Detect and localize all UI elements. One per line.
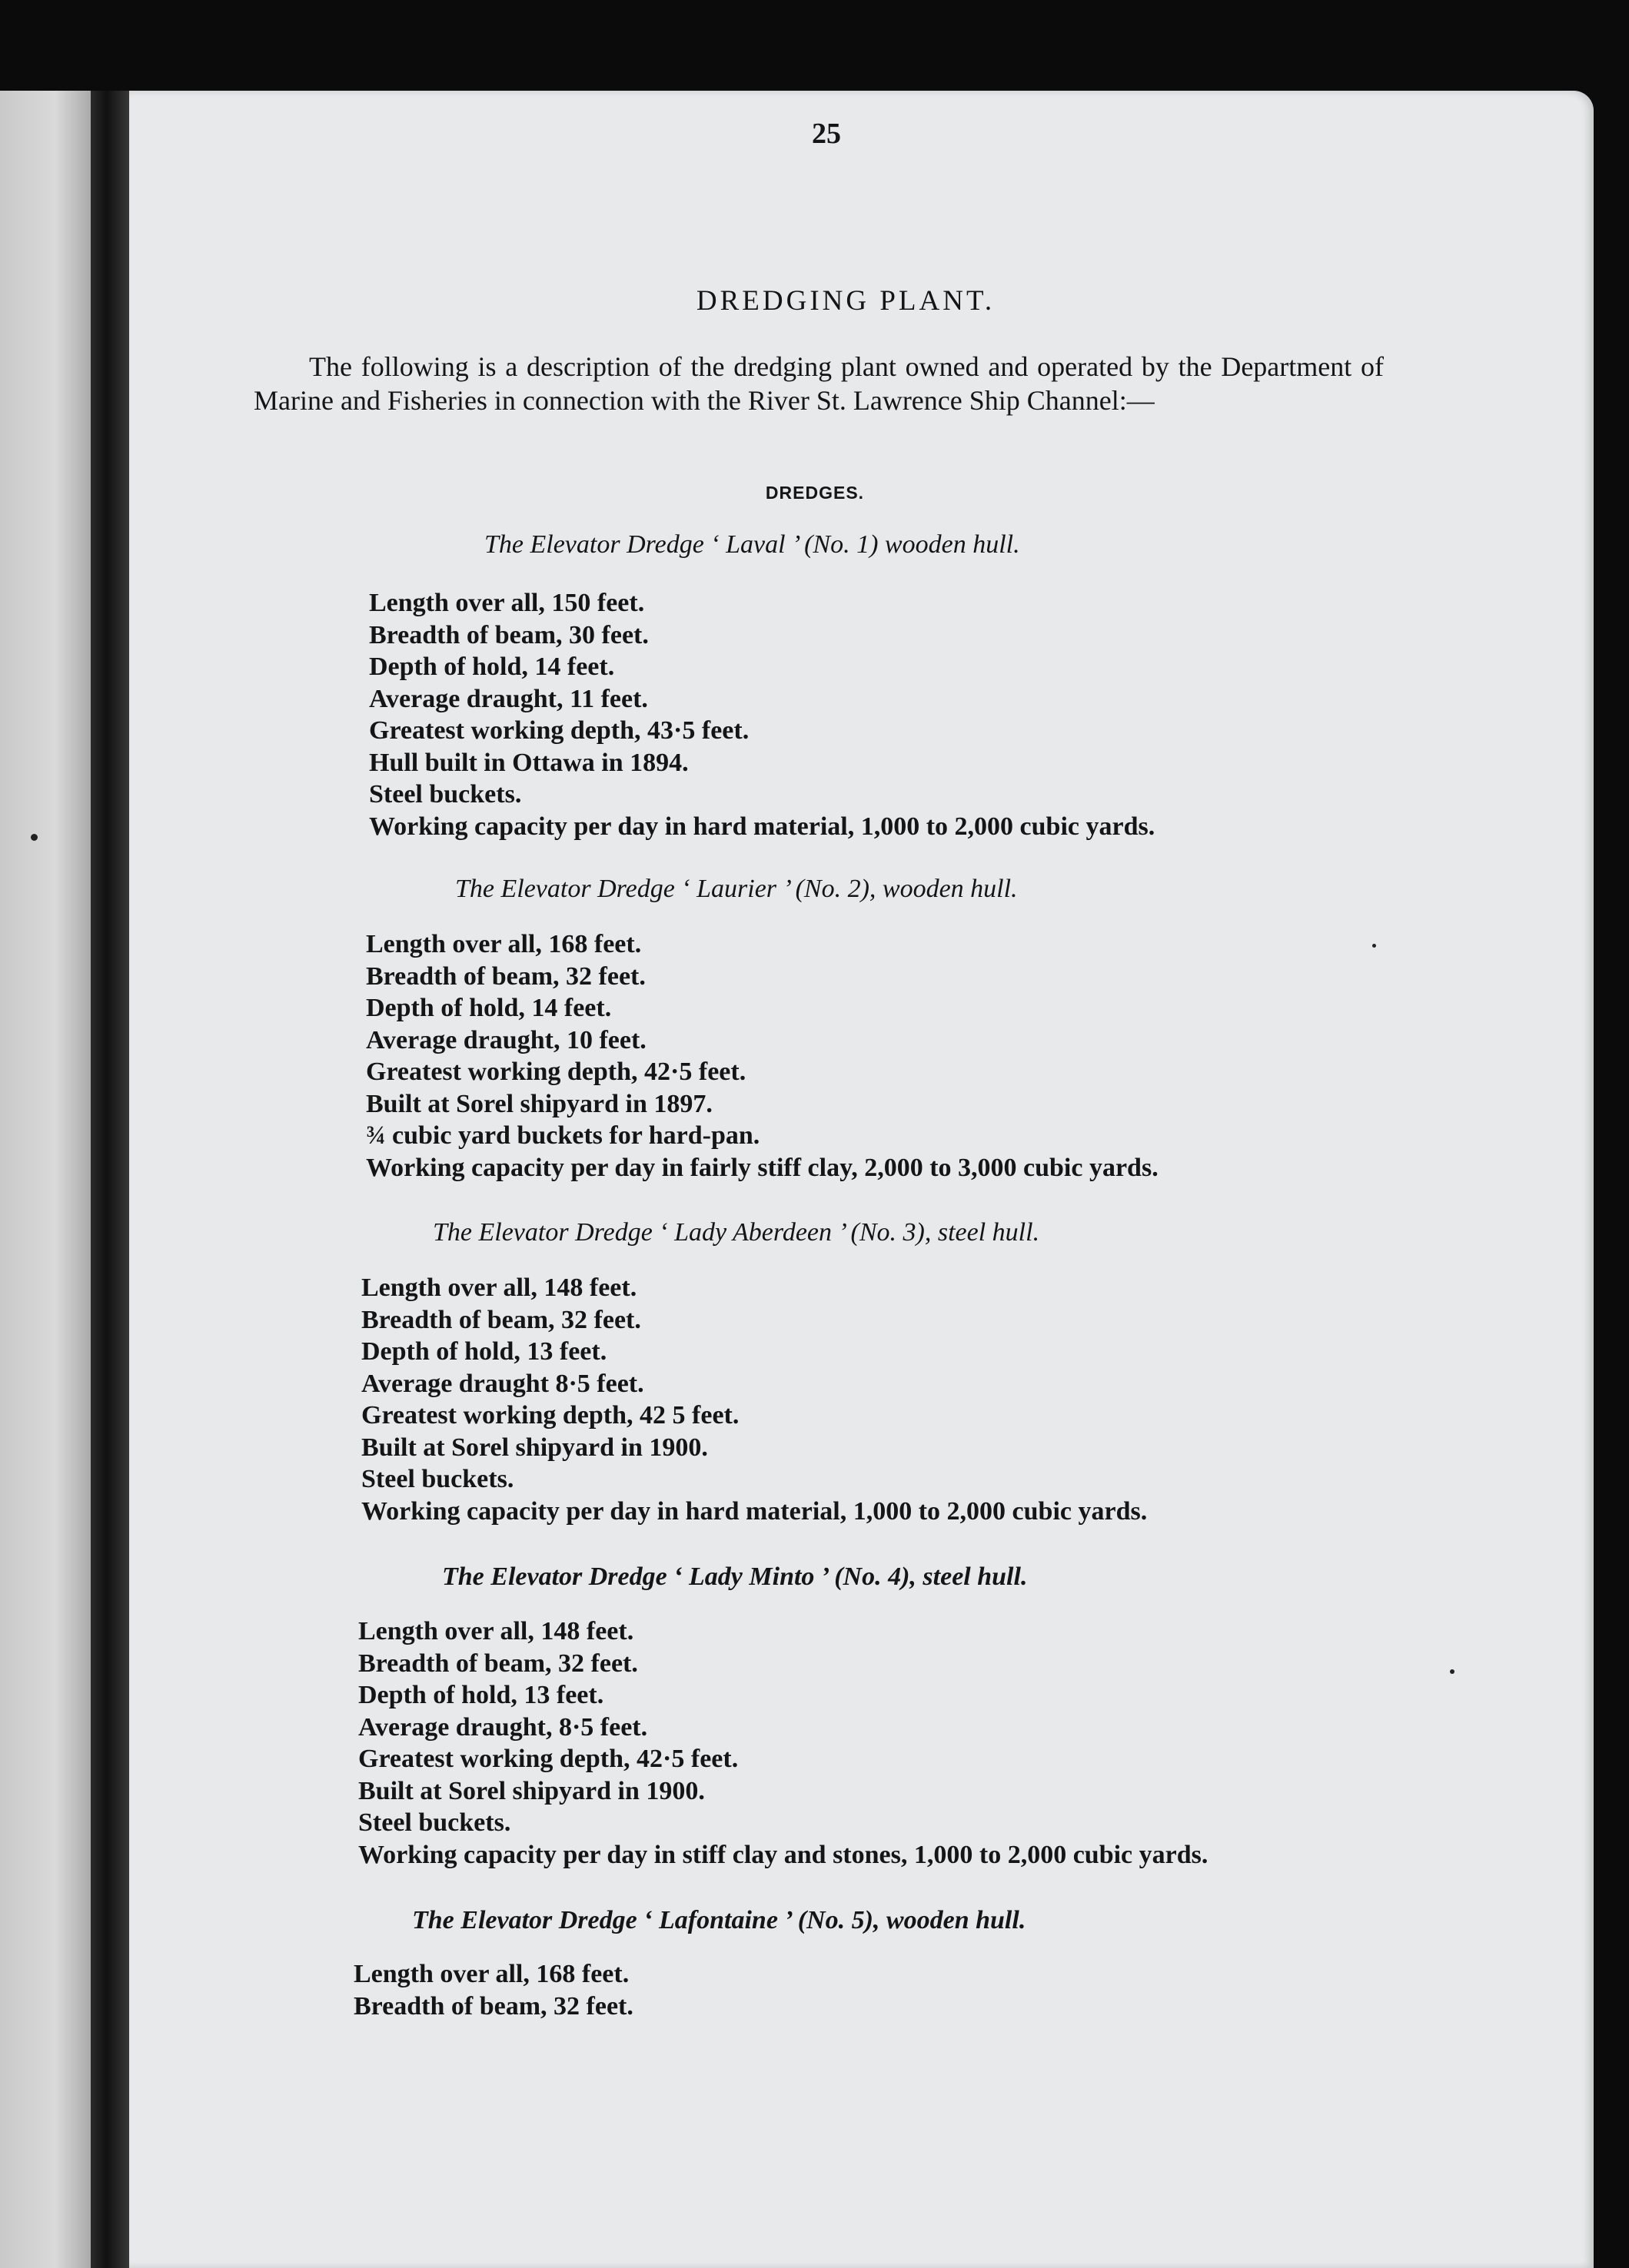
spec-list-lady-aberdeen xyxy=(361,1272,1147,1527)
spec-item: Average draught 8·5 feet. xyxy=(361,1369,644,1398)
spec-item: Depth of hold, 13 feet. xyxy=(358,1681,604,1709)
spec-item: Depth of hold, 14 feet. xyxy=(369,653,615,681)
dredge-heading-lafontaine: The Elevator Dredge ‘ Lafontaine ’ (No. 5), wooden hull. xyxy=(412,1906,1026,1934)
spec-item: Breadth of beam, 32 feet. xyxy=(358,1649,638,1678)
intro-paragraph xyxy=(254,350,1384,417)
spec-item: Built at Sorel shipyard in 1900. xyxy=(361,1433,708,1462)
scan-speck xyxy=(1450,1669,1454,1674)
scan-speck xyxy=(1372,944,1376,948)
spec-item: Average draught, 11 feet. xyxy=(369,684,648,713)
spec-item: Breadth of beam, 32 feet. xyxy=(361,1305,641,1334)
spec-list-lady-minto xyxy=(358,1615,1208,1871)
spec-item: Depth of hold, 14 feet. xyxy=(366,994,612,1022)
spec-list-lafontaine xyxy=(354,1958,633,2022)
facing-page-edge xyxy=(0,91,92,2268)
section-label: DREDGES. xyxy=(765,483,865,503)
spec-item: ¾ cubic yard buckets for hard-pan. xyxy=(366,1121,760,1150)
spec-item: Greatest working depth, 42·5 feet. xyxy=(366,1058,746,1086)
dredge-heading-lady-aberdeen: The Elevator Dredge ‘ Lady Aberdeen ’ (No. 3), steel hull. xyxy=(433,1218,1040,1247)
dredge-heading-laval: The Elevator Dredge ‘ Laval ’ (No. 1) wooden hull. xyxy=(484,530,1020,559)
book-gutter xyxy=(91,91,131,2268)
spec-item: Hull built in Ottawa in 1894. xyxy=(369,748,689,777)
spec-list-laval xyxy=(369,587,1155,842)
spec-item: Greatest working depth, 42·5 feet. xyxy=(358,1745,739,1773)
dredge-heading-lady-minto: The Elevator Dredge ‘ Lady Minto ’ (No. 4), steel hull. xyxy=(442,1562,1028,1591)
spec-item: Breadth of beam, 32 feet. xyxy=(354,1991,633,2021)
spec-item: Length over all, 168 feet. xyxy=(366,930,642,958)
spec-item: Average draught, 8·5 feet. xyxy=(358,1712,648,1742)
spec-item: Breadth of beam, 32 feet. xyxy=(366,961,646,991)
spec-item: Length over all, 150 feet. xyxy=(369,589,645,617)
scan-speck xyxy=(31,834,38,841)
spec-item: Working capacity per day in hard material, 1,000 to 2,000 cubic yards. xyxy=(369,812,1155,841)
spec-item: Average draught, 10 feet. xyxy=(366,1025,647,1054)
page-title: DREDGING PLANT. xyxy=(696,285,996,317)
spec-item: Greatest working depth, 43·5 feet. xyxy=(369,716,750,745)
spec-item: Greatest working depth, 42 5 feet. xyxy=(361,1401,740,1430)
intro-text: The following is a description of the dredging plant owned and operated by the Department of Marine and Fisheries in connection with the River St. Lawrence Ship Channel:— xyxy=(254,351,1384,416)
spec-list-laurier xyxy=(366,928,1159,1184)
spec-item: Steel buckets. xyxy=(369,780,522,809)
spec-item: Length over all, 168 feet. xyxy=(354,1960,630,1988)
spec-item: Depth of hold, 13 feet. xyxy=(361,1337,607,1366)
spec-item: Breadth of beam, 30 feet. xyxy=(369,620,649,649)
spec-item: Built at Sorel shipyard in 1897. xyxy=(366,1089,713,1118)
dredge-heading-laurier: The Elevator Dredge ‘ Laurier ’ (No. 2), wooden hull. xyxy=(455,875,1018,903)
spec-item: Steel buckets. xyxy=(358,1808,511,1837)
spec-item: Length over all, 148 feet. xyxy=(358,1617,634,1645)
page-number: 25 xyxy=(812,118,841,150)
spec-item: Length over all, 148 feet. xyxy=(361,1273,637,1302)
spec-item: Built at Sorel shipyard in 1900. xyxy=(358,1776,705,1805)
spec-item: Working capacity per day in hard material, 1,000 to 2,000 cubic yards. xyxy=(361,1496,1148,1526)
spec-item: Working capacity per day in stiff clay and stones, 1,000 to 2,000 cubic yards. xyxy=(358,1840,1208,1869)
spec-item: Steel buckets. xyxy=(361,1465,514,1493)
spec-item: Working capacity per day in fairly stiff clay, 2,000 to 3,000 cubic yards. xyxy=(366,1153,1159,1182)
